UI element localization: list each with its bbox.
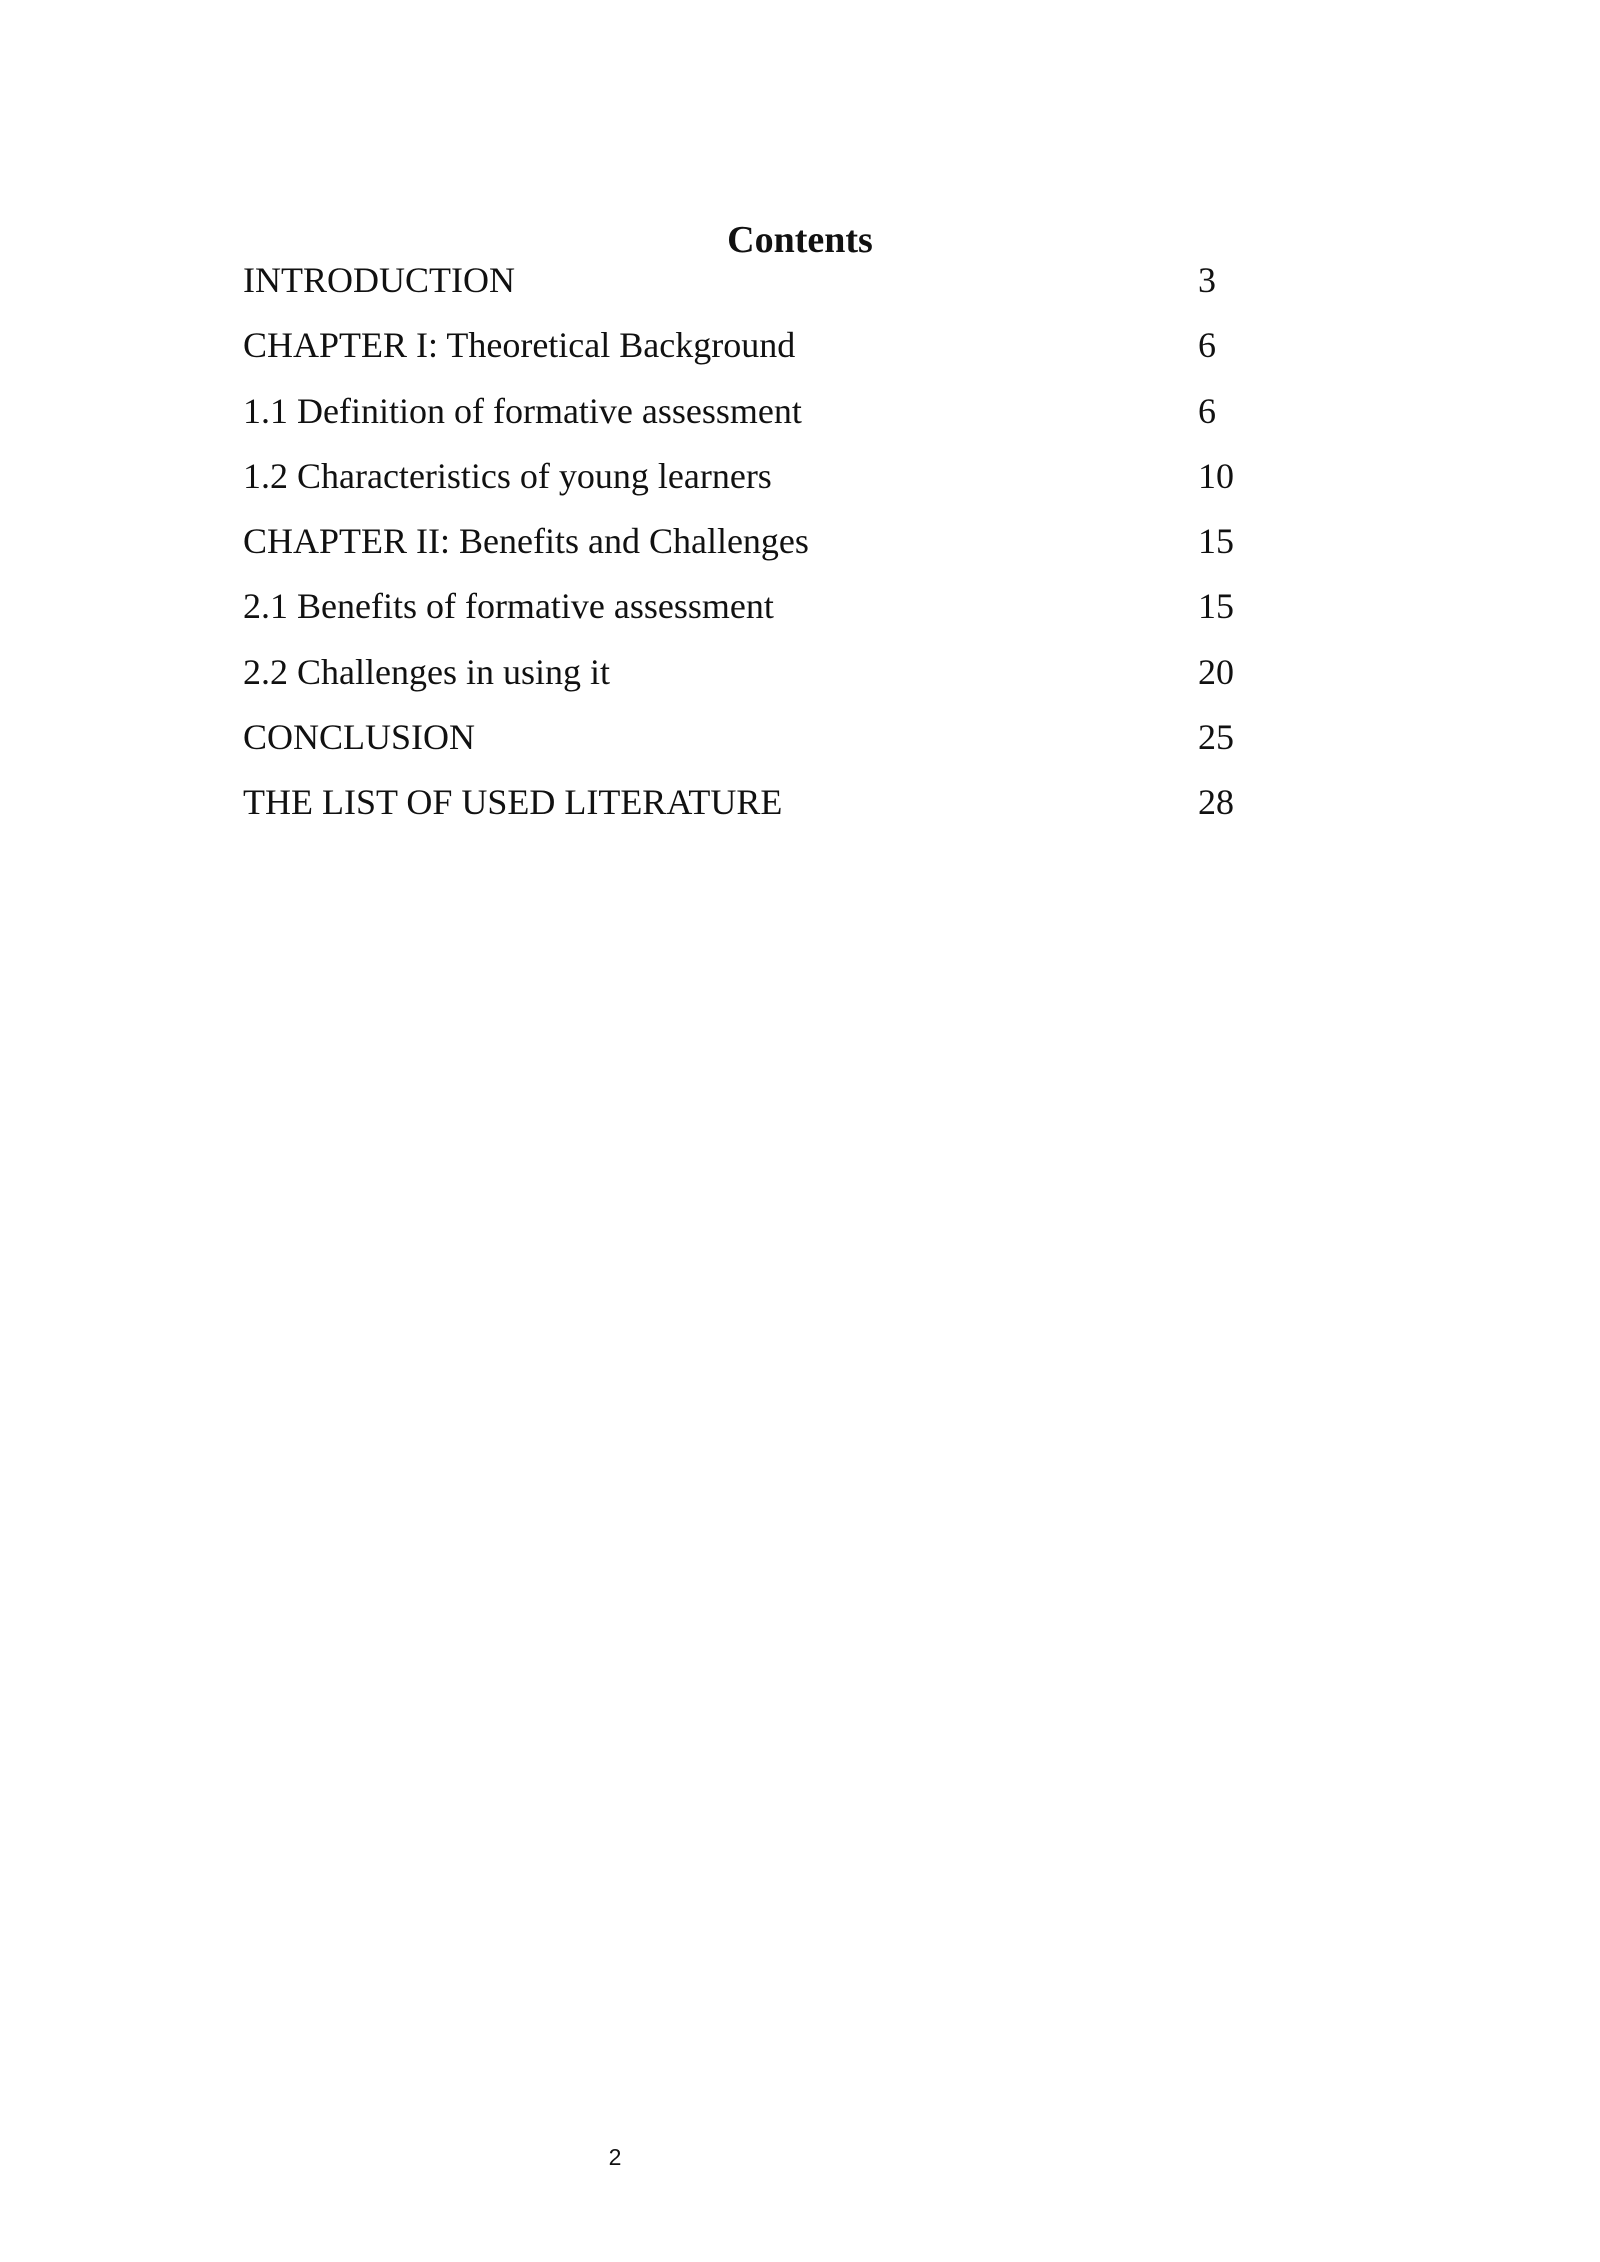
- page-number: 2: [608, 2144, 622, 2170]
- toc-entry-section-1-1: [243, 386, 1243, 451]
- toc-entry-title: CHAPTER I: Theoretical Background: [243, 325, 796, 366]
- toc-entry-page: 25: [1198, 717, 1234, 758]
- toc-entry-page: 15: [1198, 521, 1234, 562]
- toc-entry-page: 6: [1198, 325, 1216, 366]
- toc-entry-title: CHAPTER II: Benefits and Challenges: [243, 521, 809, 562]
- toc-entry-chapter-2: [243, 516, 1243, 581]
- table-of-contents: [243, 255, 1243, 843]
- page-title: Contents: [727, 219, 873, 262]
- toc-entry-page: 6: [1198, 390, 1216, 431]
- toc-entry-page: 3: [1198, 260, 1216, 300]
- toc-entry-literature: [243, 777, 1243, 842]
- toc-entry-title: 2.1 Benefits of formative assessment: [243, 586, 774, 627]
- toc-entry-title: 1.1 Definition of formative assessment: [243, 390, 802, 431]
- toc-entry-title: THE LIST OF USED LITERATURE: [243, 782, 783, 823]
- toc-entry-page: 10: [1198, 455, 1234, 496]
- toc-entry-section-2-1: [243, 581, 1243, 646]
- toc-entry-title: 1.2 Characteristics of young learners: [243, 455, 772, 496]
- toc-entry-conclusion: [243, 712, 1243, 777]
- toc-entry-chapter-1: [243, 320, 1243, 385]
- toc-entry-page: 15: [1198, 586, 1234, 627]
- toc-entry-section-1-2: [243, 451, 1243, 516]
- toc-entry-page: 28: [1198, 782, 1234, 823]
- toc-entry-page: 20: [1198, 651, 1234, 692]
- toc-entry-title: 2.2 Challenges in using it: [243, 651, 610, 692]
- toc-entry-section-2-2: [243, 647, 1243, 712]
- toc-entry-title: INTRODUCTION: [243, 260, 515, 300]
- toc-entry-introduction: [243, 255, 1243, 320]
- toc-entry-title: CONCLUSION: [243, 717, 476, 758]
